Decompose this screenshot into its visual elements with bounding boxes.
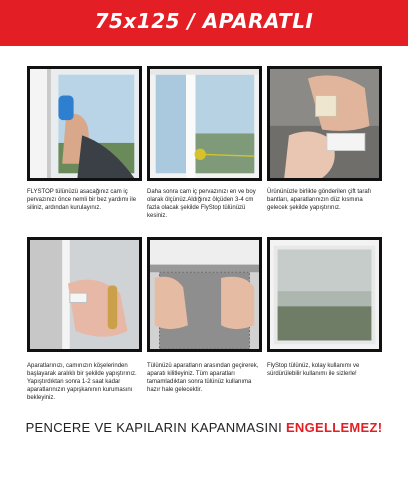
footer-text: PENCERE VE KAPILARIN KAPANMASINI — [25, 420, 283, 435]
footer-highlight: ENGELLEMEZ! — [285, 420, 383, 435]
step-4-photo — [27, 237, 142, 352]
step-1-photo — [27, 66, 142, 181]
footer-slogan — [0, 420, 408, 435]
step-2-caption: Daha sonra cam iç pervazınızı en ve boy olarak ölçünüz.Aldığınız ölçüden 3-4 cm fazla olacak şekilde FlyStop tülünüzü kesiniz. — [147, 189, 256, 219]
step-5-photo — [147, 237, 262, 352]
step-3-caption: Ürününüzle birlikte gönderilen çift tarafı bantları, aparatlarınızın düz kısmına gelecek şekilde yapıştırınız. — [267, 189, 372, 211]
title-banner — [0, 0, 408, 46]
page-title: 75x125 / APARATLI — [94, 9, 314, 33]
step-6-caption: FlyStop tülünüz, kolay kullanımı ve sürdürülebilir kullanımı ile sizlerle! — [267, 363, 360, 377]
step-1-caption: FLYSTOP tülünüzü asacağınız cam iç pervazınızı önce nemli bir bez yardımı ile siliniz, ardından kurulayınız. — [27, 189, 137, 211]
step-6-photo — [267, 237, 382, 352]
step-5-caption: Tülünüzü aparatların arasından geçirerek, aparatı kilitleyiniz. Tüm aparatları tamamladıktan sonra tülünüz kullanıma hazır hale gelecektir. — [147, 363, 259, 393]
step-4-caption: Aparatlarınızı, camınızın köşelerinden başlayarak aralıklı bir şekilde yapıştırınız. Yapıştırdıktan sonra 1-2 saat kadar aparatlarınızın yapışkanının kurumasını bekleyiniz. — [27, 363, 137, 401]
step-2-photo — [147, 66, 262, 181]
step-3-photo — [267, 66, 382, 181]
